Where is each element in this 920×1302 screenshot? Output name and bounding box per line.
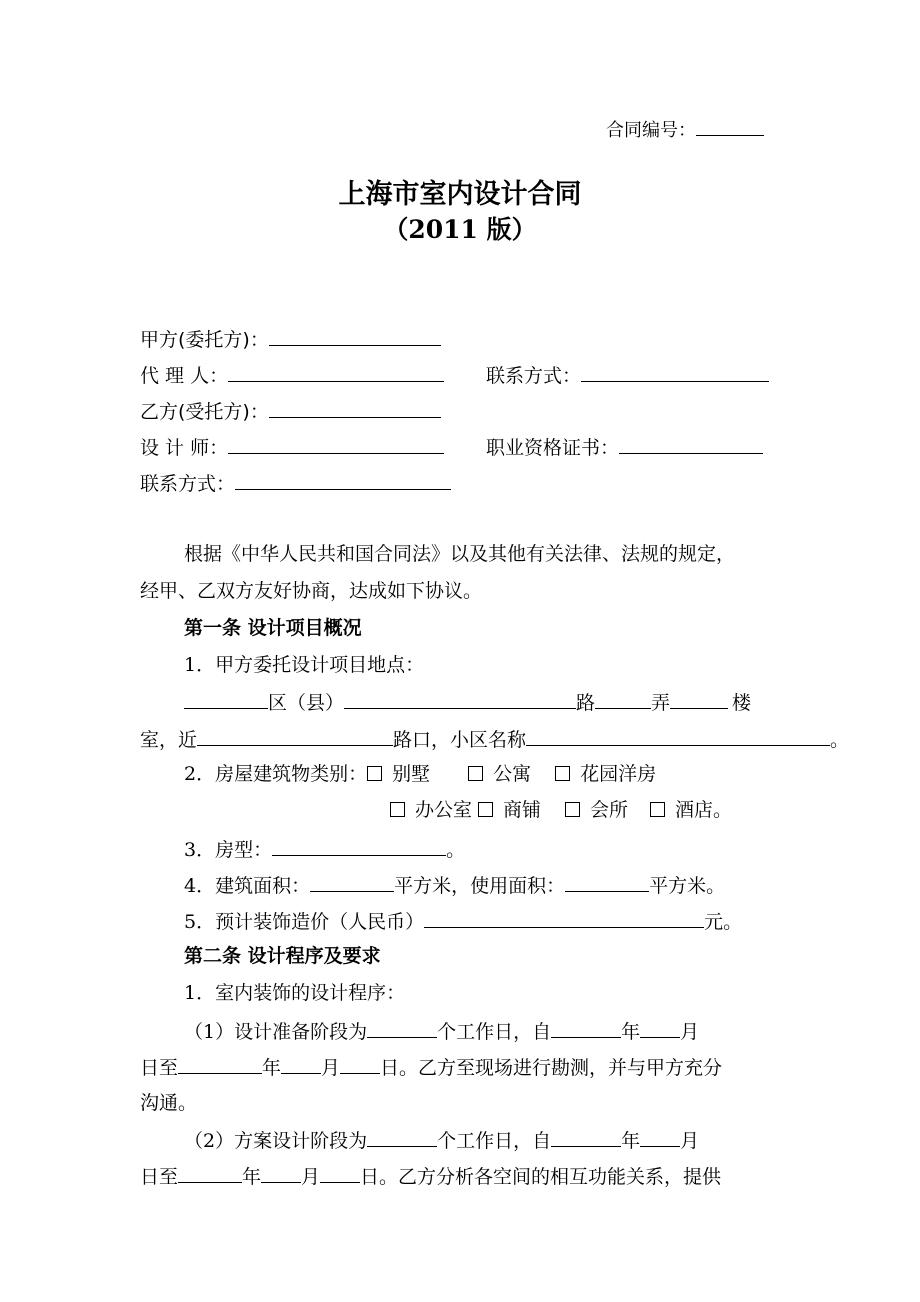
contract-number-blank (696, 116, 764, 136)
phase-2-start-year-label: 年 (621, 1130, 641, 1152)
party-a-label: 甲方(委托方)： (140, 329, 269, 351)
room-type-line (184, 836, 465, 862)
building-category-line-1 (184, 762, 656, 786)
phase-1-end-year-label: 年 (262, 1057, 282, 1079)
villa-label: 别墅 (392, 763, 431, 785)
usable-area-label: 平方米，使用面积： (394, 875, 566, 897)
office-label: 办公室 (415, 799, 473, 821)
road-label: 路 (576, 692, 596, 714)
cost-label: 5．预计装饰造价（人民币） (184, 911, 425, 933)
phase-1-days-blank (367, 1018, 437, 1038)
certificate-label: 职业资格证书： (486, 437, 620, 459)
shop-checkbox[interactable] (478, 802, 493, 817)
phase-1-start-month-blank (640, 1018, 680, 1038)
phase-2-end-year-blank (178, 1163, 242, 1183)
address-line-2 (140, 726, 849, 752)
article-1-heading: 第一条 设计项目概况 (184, 617, 362, 639)
designer-label: 设 计 师： (140, 437, 229, 459)
building-area-label: 4．建筑面积： (184, 875, 311, 897)
phase-1-line-2 (140, 1054, 722, 1080)
phase-2-end-month-blank (261, 1163, 301, 1183)
phase-1-to-label: 日至 (140, 1057, 179, 1079)
address-end: 。 (830, 729, 850, 751)
hotel-label: 酒店。 (675, 799, 733, 821)
room-near-label: 室，近 (140, 729, 198, 751)
villa-checkbox[interactable] (367, 766, 382, 781)
phase-1-start-month-label: 月 (680, 1021, 700, 1043)
certificate-blank (619, 434, 763, 454)
area-end: 平方米。 (649, 875, 726, 897)
phase-2-end-text: 日。乙方分析各空间的相互功能关系，提供 (360, 1166, 722, 1188)
agent-label: 代 理 人： (140, 365, 229, 387)
phase-1-start-year-label: 年 (621, 1021, 641, 1043)
contact-a-label: 联系方式： (486, 365, 582, 387)
lane-blank (595, 689, 651, 709)
phase-1-end-text: 日。乙方至现场进行勘测，并与甲方充分 (380, 1057, 723, 1079)
intro-line-1: 根据《中华人民共和国合同法》以及其他有关法律、法规的规定， (184, 543, 736, 565)
phase-2-line-1 (184, 1127, 699, 1153)
contract-number-label: 合同编号： (606, 120, 696, 141)
phase-2-end-year-label: 年 (242, 1166, 262, 1188)
contact-b-line (140, 470, 451, 496)
phase-2-to-label: 日至 (140, 1166, 179, 1188)
district-blank (184, 689, 268, 709)
building-category-label: 2．房屋建筑物类别： (184, 763, 368, 785)
area-line (184, 872, 725, 898)
contact-b-blank (235, 470, 451, 490)
phase-1-end-day-blank (340, 1054, 380, 1074)
building-label: 楼 (732, 692, 752, 714)
phase-2-end-month-label: 月 (301, 1166, 321, 1188)
garden-house-label: 花园洋房 (580, 763, 657, 785)
community-name-blank (526, 726, 830, 746)
phase-2-days-blank (367, 1127, 437, 1147)
cost-line (184, 908, 742, 934)
contract-number-line (606, 116, 764, 143)
phase-1-end-month-blank (281, 1054, 321, 1074)
contact-a-line (486, 362, 769, 388)
club-label: 会所 (590, 799, 629, 821)
document-edition: （2011 版） (383, 215, 537, 244)
hotel-checkbox[interactable] (650, 802, 665, 817)
phase-1-line-3: 沟通。 (140, 1092, 198, 1114)
phase-2-start-month-blank (640, 1127, 680, 1147)
agent-line (140, 362, 444, 388)
party-a-line (140, 326, 441, 352)
party-b-label: 乙方(受托方)： (140, 401, 269, 423)
document-title: 上海市室内设计合同 (338, 179, 582, 210)
phase-1-end-year-blank (178, 1054, 262, 1074)
phase-2-start-year-blank (551, 1127, 621, 1147)
room-type-blank (272, 836, 446, 856)
designer-line (140, 434, 444, 460)
apartment-label: 公寓 (493, 763, 532, 785)
club-checkbox[interactable] (565, 802, 580, 817)
cost-blank (424, 908, 704, 928)
address-line-1 (184, 689, 751, 715)
party-b-line (140, 398, 441, 424)
apartment-checkbox[interactable] (468, 766, 483, 781)
phase-1-from-label: 个工作日，自 (437, 1021, 552, 1043)
district-label: 区（县） (268, 692, 345, 714)
designer-blank (228, 434, 444, 454)
room-type-end: 。 (446, 839, 466, 861)
article-1-item-1: 1．甲方委托设计项目地点： (184, 654, 425, 676)
phase-2-start-month-label: 月 (680, 1130, 700, 1152)
article-2-heading: 第二条 设计程序及要求 (184, 945, 381, 967)
junction-blank (197, 726, 393, 746)
usable-area-blank (565, 872, 649, 892)
phase-2-from-label: 个工作日，自 (437, 1130, 552, 1152)
lane-label: 弄 (651, 692, 671, 714)
cost-end: 元。 (704, 911, 743, 933)
phase-2-end-day-blank (320, 1163, 360, 1183)
phase-1-label: （1）设计准备阶段为 (184, 1021, 368, 1043)
phase-2-label: （2）方案设计阶段为 (184, 1130, 368, 1152)
agent-blank (228, 362, 444, 382)
room-type-label: 3．房型： (184, 839, 273, 861)
contact-b-label: 联系方式： (140, 473, 236, 495)
contact-a-blank (581, 362, 769, 382)
phase-1-start-year-blank (551, 1018, 621, 1038)
certificate-line (486, 434, 763, 460)
party-b-blank (269, 398, 441, 418)
phase-2-line-2 (140, 1163, 721, 1189)
phase-1-end-month-label: 月 (321, 1057, 341, 1079)
party-a-blank (269, 326, 441, 346)
road-blank (344, 689, 576, 709)
office-checkbox[interactable] (390, 802, 405, 817)
phase-1-line-1 (184, 1018, 699, 1044)
building-category-line-2 (390, 798, 732, 822)
garden-house-checkbox[interactable] (555, 766, 570, 781)
article-2-item-1: 1．室内装饰的设计程序： (184, 982, 406, 1004)
building-area-blank (310, 872, 394, 892)
junction-label: 路口，小区名称 (393, 729, 527, 751)
shop-label: 商铺 (503, 799, 542, 821)
intro-line-2: 经甲、乙双方友好协商，达成如下协议。 (140, 580, 483, 602)
building-blank (670, 689, 728, 709)
